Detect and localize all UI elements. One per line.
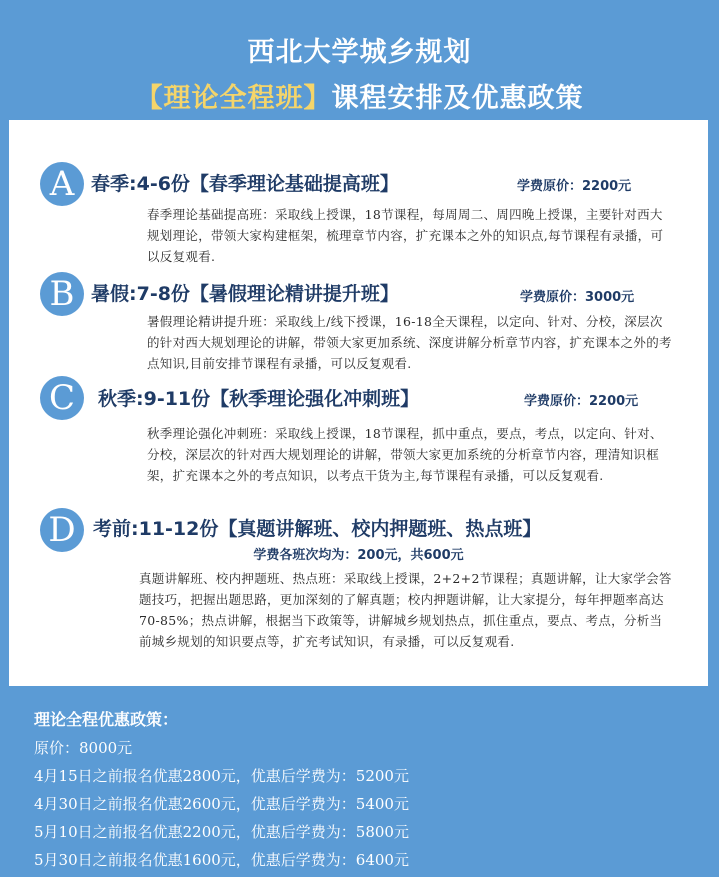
policy-row: 原价：8000元 — [34, 739, 133, 757]
section-heading: 暑假:7-8份【暑假理论精讲提升班】 — [91, 283, 399, 305]
section-fee: 学费各班次均为：200元，共600元 — [253, 548, 464, 563]
section-letter-badge: D — [40, 508, 84, 552]
page-subtitle — [0, 76, 719, 115]
section-description: 真题讲解班、校内押题班、热点班：采取线上授课，2+2+2节课程；真题讲解，让大家学会答题技巧，把握出题思路，更加深刻的了解真题；校内押题讲解，让大家提分，每年押题率高达70-85%；热点讲解，根据当下政策等，讲解城乡规划热点，抓住重点，要点、考点，分析当前城乡规划的知识要点等，扩充考试知识，有录播，可以反复观看. — [139, 571, 672, 649]
section-letter-badge: A — [40, 162, 84, 206]
page-title: 西北大学城乡规划 — [247, 37, 472, 68]
header — [0, 0, 719, 118]
policy-row: 4月15日之前报名优惠2800元，优惠后学费为：5200元 — [34, 767, 409, 785]
section-letter-badge: B — [40, 272, 84, 316]
section-description: 秋季理论强化冲刺班：采取线上授课，18节课程，抓中重点，要点，考点，以定向、针对、分校，深层次的针对西大规划理论的讲解，带领大家更加系统的分析章节内容，理清知识框架，扩充课本之外的考点知识，以考点干货为主,每节课程有录播，可以反复观看. — [147, 426, 663, 483]
section-description: 春季理论基础提高班：采取线上授课，18节课程，每周周二、周四晚上授课，主要针对西大规划理论，带领大家构建框架，梳理章节内容，扩充课本之外的知识点,每节课程有录播，可以反复观看. — [147, 207, 664, 264]
policy-row: 5月10日之前报名优惠2200元，优惠后学费为：5800元 — [34, 823, 409, 841]
discount-policy — [34, 706, 694, 874]
policy-title: 理论全程优惠政策： — [34, 710, 179, 729]
section-heading: 秋季:9-11份【秋季理论强化冲刺班】 — [98, 388, 420, 410]
subtitle-rest: 课程安排及优惠政策 — [331, 83, 584, 114]
section-heading: 考前:11-12份【真题讲解班、校内押题班、热点班】 — [93, 518, 542, 540]
section-fee: 学费原价：2200元 — [517, 179, 632, 194]
course-card — [9, 120, 708, 686]
section-fee: 学费原价：2200元 — [524, 394, 639, 409]
policy-row: 5月30日之前报名优惠1600元，优惠后学费为：6400元 — [34, 851, 409, 869]
section-description: 暑假理论精讲提升班：采取线上/线下授课，16-18全天课程，以定向、针对、分校，深层次的针对西大规划理论的讲解，带领大家更加系统、深度讲解分析章节内容，扩充课本之外的考点知识,目前安排节课程有录播，可以反复观看. — [147, 314, 672, 371]
subtitle-highlight: 【理论全程班】 — [135, 83, 332, 114]
policy-row: 4月30日之前报名优惠2600元，优惠后学费为：5400元 — [34, 795, 409, 813]
section-fee: 学费原价：3000元 — [520, 290, 635, 305]
section-letter-badge: C — [40, 376, 84, 420]
section-heading: 春季:4-6份【春季理论基础提高班】 — [91, 173, 399, 195]
